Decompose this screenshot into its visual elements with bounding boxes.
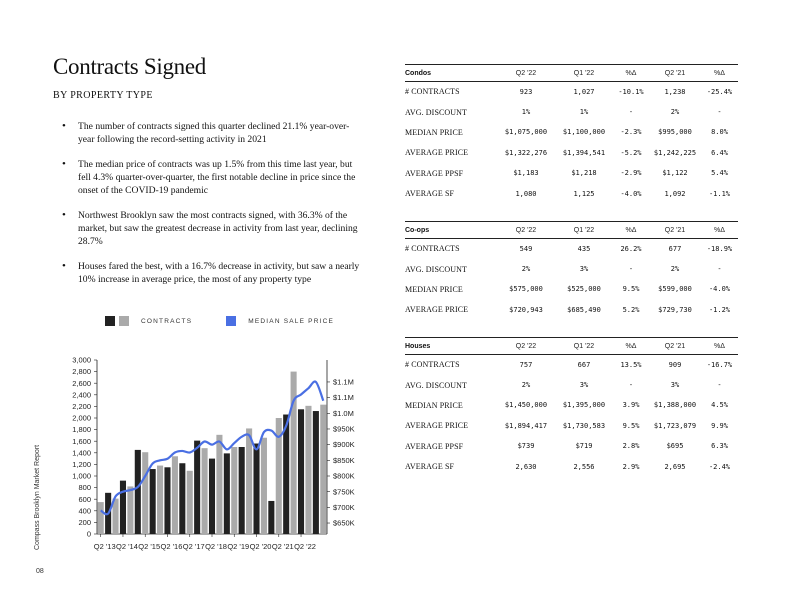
table-cell: $695 (666, 442, 684, 451)
y-tick-label: 0 (86, 529, 91, 539)
table-cell: -4.0% (708, 285, 731, 294)
table-row (405, 163, 738, 183)
table-cell: 3% (579, 381, 589, 390)
contracts-bar (231, 447, 237, 534)
column-header: %Δ (701, 65, 738, 82)
y-tick-label: 1,800 (72, 425, 91, 435)
row-label: MEDIAN PRICE (405, 284, 463, 294)
x-tick-label: Q2 '14 (116, 542, 138, 551)
contracts-bar (194, 441, 200, 534)
column-header: Q2 '22 (497, 222, 555, 239)
table-cell: 2,556 (573, 462, 595, 471)
y2-tick-label: $950K (333, 424, 355, 434)
table-cell: 757 (519, 360, 533, 369)
table-cell: 923 (519, 87, 533, 96)
table-cell: $1,723,079 (653, 421, 697, 430)
table-cell: $1,100,000 (562, 128, 606, 137)
column-header: Q2 '21 (649, 222, 701, 239)
y-tick-label: 600 (78, 494, 91, 504)
side-label: Compass Brooklyn Market Report (34, 444, 41, 550)
contracts-bar (298, 409, 304, 534)
x-tick-label: Q2 '15 (138, 542, 161, 551)
coops-table (405, 221, 738, 320)
x-tick-label: Q2 '16 (160, 542, 183, 551)
table-cell: - (717, 265, 722, 274)
table-cell: $685,490 (567, 305, 601, 314)
row-label: MEDIAN PRICE (405, 127, 463, 137)
table-cell: $1,395,000 (562, 401, 606, 410)
table-cell: 9.9% (711, 421, 728, 430)
table-cell: $599,000 (658, 285, 692, 294)
table-cell: -2.3% (620, 128, 642, 137)
table-cell: 9.5% (622, 285, 640, 294)
contracts-chart-svg (55, 352, 355, 560)
y-tick-label: 2,200 (72, 402, 91, 411)
table-cell: 13.5% (620, 360, 642, 369)
x-tick-label: Q2 '20 (249, 542, 272, 551)
table-cell: -10.1% (618, 87, 644, 96)
row-label: # CONTRACTS (405, 360, 460, 370)
table-name: Condos (405, 65, 497, 82)
table-row (405, 143, 738, 163)
table-row (405, 82, 738, 102)
y2-tick-label: $650K (333, 518, 355, 528)
y-tick-label: 3,000 (72, 355, 91, 365)
table-cell: $995,000 (658, 128, 692, 137)
page-subtitle: BY PROPERTY TYPE (53, 90, 153, 101)
chart-legend (105, 316, 334, 326)
table-row (405, 122, 738, 142)
table-cell: $575,000 (509, 285, 543, 294)
table-header-row (405, 222, 738, 239)
column-header: Q2 '22 (497, 338, 555, 355)
column-header: %Δ (701, 338, 738, 355)
summary-bullets (62, 120, 362, 298)
table-cell: $1,322,276 (504, 148, 548, 157)
page-title: Contracts Signed (53, 54, 206, 79)
table-cell: - (717, 381, 722, 390)
table-cell: -18.9% (706, 244, 733, 253)
bullet-item: • The median price of contracts was up 1.5% from this time last year, but fell 4.3% quarter-over-quarter, the first notable decline in price since the onset of the COVID-19 pandemic (62, 158, 362, 197)
column-header: %Δ (701, 222, 738, 239)
row-label: AVG. DISCOUNT (405, 380, 468, 390)
column-header: %Δ (613, 338, 649, 355)
contracts-bar (313, 411, 319, 534)
table-cell: -1.1% (708, 189, 731, 198)
table-cell: 9.5% (622, 421, 640, 430)
table-cell: 1,125 (573, 189, 595, 198)
x-tick-label: Q2 '19 (227, 542, 250, 551)
table-cell: $1,183 (513, 169, 539, 178)
table-cell: 2,630 (515, 462, 537, 471)
contracts-bar (253, 444, 259, 534)
table-cell: -5.2% (620, 148, 642, 157)
column-header: Q1 '22 (555, 222, 613, 239)
table-row (405, 102, 738, 122)
contracts-bar (120, 481, 126, 534)
bullet-item: • Houses fared the best, with a 16.7% decrease in activity, but saw a nearly 10% increase in average price, the most of any property type (62, 260, 362, 286)
table-cell: 1,027 (573, 87, 595, 96)
table-row (405, 239, 738, 259)
y-tick-label: 400 (78, 506, 91, 516)
column-header: Q2 '21 (649, 65, 701, 82)
y2-tick-label: $1.1M (333, 393, 354, 403)
contracts-bar (98, 502, 104, 534)
table-cell: 2,695 (664, 462, 686, 471)
table-cell: 26.2% (620, 244, 642, 253)
contracts-bar (142, 452, 148, 534)
table-cell: -4.0% (620, 189, 642, 198)
y2-tick-label: $800K (333, 471, 355, 481)
column-header: %Δ (613, 222, 649, 239)
x-tick-label: Q2 '21 (271, 542, 294, 551)
contracts-bar (224, 453, 230, 534)
table-row (405, 456, 738, 476)
y-tick-label: 200 (78, 518, 91, 527)
table-header-row (405, 65, 738, 82)
table-cell: 2.8% (622, 442, 640, 451)
table-cell: $1,394,541 (562, 148, 606, 157)
contracts-bar (202, 448, 208, 534)
contracts-bar (216, 435, 222, 534)
column-header: Q2 '21 (649, 338, 701, 355)
contracts-bar (164, 467, 170, 534)
y-tick-label: 2,400 (72, 390, 91, 400)
y-tick-label: 1,000 (72, 471, 91, 481)
table-cell: -25.4% (706, 87, 733, 96)
contracts-bar (246, 428, 252, 534)
table-cell: -16.7% (706, 360, 733, 369)
table-cell: $1,730,583 (562, 421, 606, 430)
legend-label-contracts: CONTRACTS (141, 317, 193, 325)
table-cell: 8.0% (711, 128, 728, 137)
table-cell: $1,122 (662, 169, 688, 178)
table-cell: $1,242,225 (653, 148, 697, 157)
table-name: Houses (405, 338, 497, 355)
row-label: AVERAGE PRICE (405, 148, 469, 158)
condos-table (405, 64, 738, 204)
table-cell: 1% (579, 108, 589, 117)
contracts-bar (239, 447, 245, 534)
contracts-bar (172, 456, 178, 534)
table-row (405, 300, 738, 320)
contracts-bar (179, 463, 185, 534)
table-cell: 3% (670, 381, 680, 390)
table-cell: $1,218 (571, 169, 597, 178)
table-cell: 5.4% (711, 169, 728, 178)
y-tick-label: 800 (78, 483, 91, 493)
table-cell: - (628, 381, 634, 390)
y2-tick-label: $700K (333, 502, 355, 512)
contracts-bar (209, 459, 215, 534)
legend-swatch-median (226, 316, 236, 326)
y2-tick-label: $1.1M (333, 377, 354, 387)
table-cell: 2% (670, 265, 680, 274)
table-cell: 4.5% (711, 401, 728, 410)
column-header: Q1 '22 (555, 65, 613, 82)
y-tick-label: 1,200 (72, 460, 91, 469)
column-header: Q1 '22 (555, 338, 613, 355)
table-cell: 2% (521, 381, 531, 390)
x-tick-label: Q2 '13 (93, 542, 116, 551)
table-row (405, 279, 738, 299)
y2-tick-label: $1.0M (333, 408, 354, 418)
table-cell: $1,450,000 (504, 401, 548, 410)
table-cell: 3.9% (622, 401, 640, 410)
table-row (405, 416, 738, 436)
row-label: # CONTRACTS (405, 87, 460, 97)
row-label: AVERAGE SF (405, 462, 455, 472)
table-cell: 1,092 (664, 189, 686, 198)
table-cell: $739 (517, 442, 535, 451)
table-cell: 6.3% (711, 442, 728, 451)
table-cell: 2% (521, 265, 531, 274)
row-label: AVG. DISCOUNT (405, 264, 468, 274)
y-tick-label: 2,600 (72, 378, 91, 388)
contracts-bar (187, 471, 193, 534)
contracts-bar (291, 372, 297, 534)
table-cell: $1,075,000 (504, 128, 548, 137)
table-cell: 1,080 (515, 189, 537, 198)
table-cell: $729,730 (658, 305, 692, 314)
row-label: # CONTRACTS (405, 244, 460, 254)
row-label: AVERAGE PRICE (405, 305, 469, 315)
contracts-bar (127, 486, 133, 534)
row-label: AVERAGE SF (405, 189, 455, 199)
contracts-bar (305, 406, 311, 534)
row-label: AVERAGE PPSF (405, 441, 464, 451)
legend-swatch-contracts-black (105, 316, 115, 326)
row-label: AVERAGE PRICE (405, 421, 469, 431)
table-row (405, 183, 738, 203)
row-label: AVG. DISCOUNT (405, 107, 468, 117)
bullet-item: • The number of contracts signed this quarter declined 21.1% year-over-year following the record-setting activity in 2021 (62, 120, 362, 146)
table-cell: 667 (577, 360, 591, 369)
table-cell: -1.2% (708, 305, 731, 314)
contracts-bar (150, 469, 156, 534)
table-cell: - (717, 108, 722, 117)
row-label: MEDIAN PRICE (405, 400, 463, 410)
table-cell: $720,943 (509, 305, 543, 314)
table-row (405, 375, 738, 395)
table-cell: 6.4% (711, 148, 728, 157)
table-row (405, 436, 738, 456)
x-tick-label: Q2 '17 (182, 542, 205, 551)
contracts-bar (157, 466, 163, 534)
y2-tick-label: $750K (333, 487, 355, 497)
legend-swatch-contracts-gray (119, 316, 129, 326)
table-cell: 2% (670, 108, 680, 117)
contracts-chart (55, 352, 355, 565)
page-number: 08 (36, 568, 44, 575)
y-tick-label: 1,400 (72, 448, 91, 458)
table-cell: 909 (668, 360, 682, 369)
y2-tick-label: $850K (333, 455, 355, 465)
table-cell: $719 (575, 442, 593, 451)
table-cell: - (628, 108, 634, 117)
contracts-bar (268, 501, 274, 534)
table-cell: -2.4% (708, 462, 731, 471)
y-tick-label: 2,000 (72, 413, 91, 423)
x-tick-label: Q2 '18 (205, 542, 227, 551)
table-row (405, 395, 738, 415)
table-cell: $1,388,000 (653, 401, 697, 410)
legend-label-median: MEDIAN SALE PRICE (248, 317, 335, 325)
table-cell: 5.2% (622, 305, 640, 314)
bullet-item: • Northwest Brooklyn saw the most contracts signed, with 36.3% of the market, but saw the greatest decrease in activity from last year, declining 28.7% (62, 209, 362, 248)
x-tick-label: Q2 '22 (294, 542, 316, 551)
row-label: AVERAGE PPSF (405, 168, 464, 178)
table-cell: 549 (519, 244, 533, 253)
table-cell: 677 (668, 244, 682, 253)
table-row (405, 355, 738, 375)
y-tick-label: 2,800 (72, 367, 91, 377)
contracts-bar (320, 405, 326, 534)
table-cell: 2.9% (622, 462, 640, 471)
houses-table (405, 337, 738, 477)
table-name: Co-ops (405, 222, 497, 239)
table-header-row (405, 338, 738, 355)
table-cell: $1,894,417 (504, 421, 548, 430)
table-cell: 3% (579, 265, 589, 274)
table-cell: -2.9% (620, 169, 642, 178)
contracts-bar (261, 438, 267, 534)
y-tick-label: 1,600 (72, 436, 91, 446)
column-header: %Δ (613, 65, 649, 82)
table-cell: 1,238 (664, 87, 686, 96)
y2-tick-label: $900K (333, 440, 355, 450)
table-cell: $525,000 (567, 285, 601, 294)
contracts-bar (135, 450, 141, 534)
table-cell: 435 (577, 244, 591, 253)
table-cell: 1% (521, 108, 531, 117)
side-label-wrap (32, 420, 44, 550)
table-row (405, 259, 738, 279)
table-cell: - (628, 265, 634, 274)
column-header: Q2 '22 (497, 65, 555, 82)
